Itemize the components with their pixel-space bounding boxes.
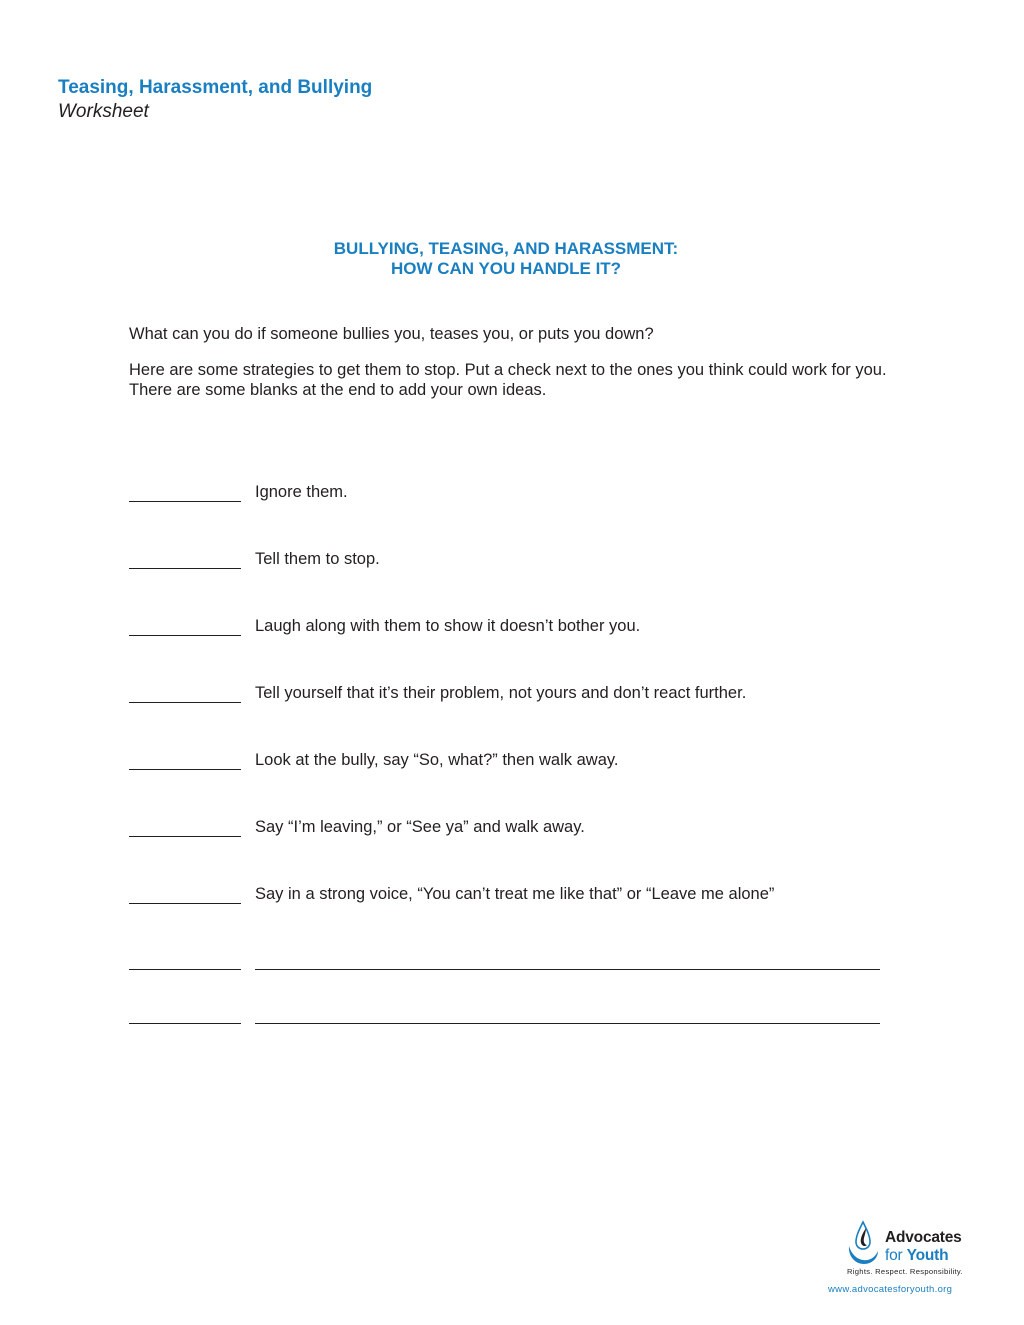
strategy-text: Tell them to stop. [255,550,380,568]
check-blank[interactable] [129,949,241,970]
worksheet-header-title: Teasing, Harassment, and Bullying [58,77,373,98]
intro-question: What can you do if someone bullies you, teases you, or puts you down? [129,325,654,343]
logo-tagline: Rights. Respect. Responsibility. [847,1267,963,1276]
water-drop-swirl-icon [845,1220,881,1268]
check-blank[interactable] [129,548,241,569]
check-blank[interactable] [129,749,241,770]
strategy-item [129,545,380,569]
strategy-item [129,612,640,636]
strategy-item [129,478,348,502]
intro-paragraph: Here are some strategies to get them to stop. Put a check next to the ones you think could work for you. There are some blanks at the end to add your own ideas. [129,361,887,399]
strategy-text: Tell yourself that it’s their problem, not yours and don’t react further. [255,684,747,702]
own-idea-item [129,1000,880,1024]
main-title-line-1: BULLYING, TEASING, AND HARASSMENT: [333,239,679,258]
logo-name-line-2 [885,1247,948,1265]
strategy-item [129,880,774,904]
own-idea-line[interactable] [255,949,880,970]
logo-name-for: for [885,1247,903,1264]
website-url[interactable]: www.advocatesforyouth.org [828,1284,953,1295]
strategy-item [129,746,619,770]
check-blank[interactable] [129,816,241,837]
check-blank[interactable] [129,481,241,502]
check-blank[interactable] [129,883,241,904]
worksheet-header-subtitle: Worksheet [58,101,149,122]
check-blank[interactable] [129,615,241,636]
own-idea-item [129,946,880,970]
strategy-text: Say “I’m leaving,” or “See ya” and walk away. [255,818,585,836]
strategy-text: Laugh along with them to show it doesn’t bother you. [255,617,641,635]
logo-name-line-1: Advocates [885,1229,962,1246]
check-blank[interactable] [129,682,241,703]
main-title-line-2: HOW CAN YOU HANDLE IT? [390,259,622,278]
strategy-item [129,813,585,837]
strategy-item [129,679,746,703]
strategy-text: Say in a strong voice, “You can’t treat me like that” or “Leave me alone” [255,885,775,903]
logo-name-youth: Youth [906,1247,949,1264]
check-blank[interactable] [129,1003,241,1024]
strategy-text: Ignore them. [255,483,348,501]
strategy-text: Look at the bully, say “So, what?” then walk away. [255,751,619,769]
own-idea-line[interactable] [255,1003,880,1024]
